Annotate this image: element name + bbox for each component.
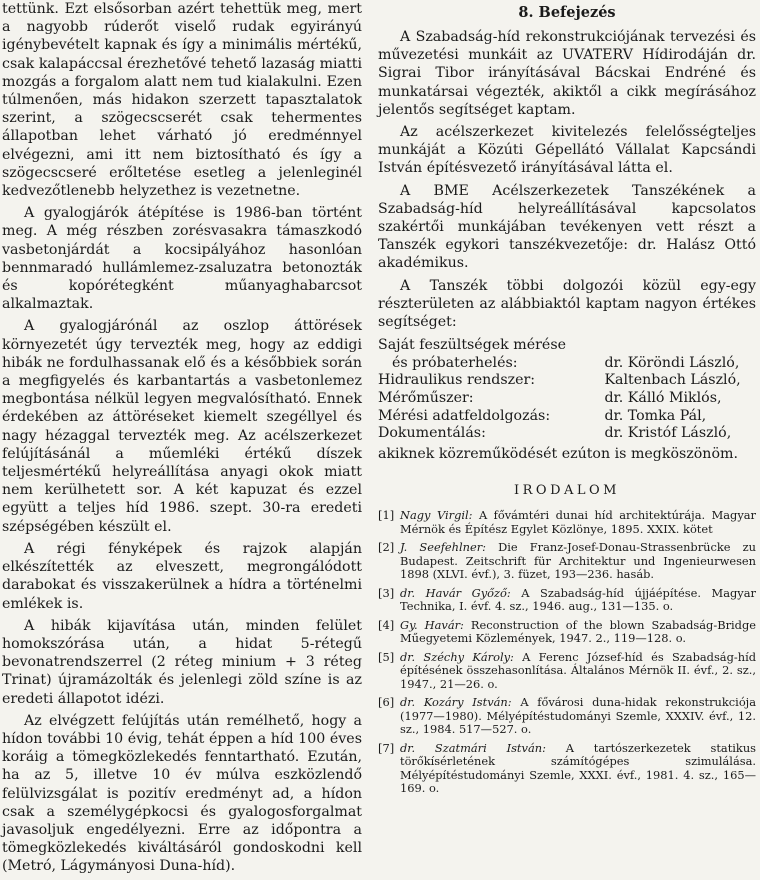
left-column	[2, 0, 362, 880]
reference-author: dr. Széchy Károly:	[400, 649, 514, 664]
right-column	[378, 0, 756, 801]
reference-text: Die Franz-Josef-Donau-Strassenbrücke zu Budapest. Zeitschrift für Architektur und Ingenieurwesen 1898 (XLVI. évf.), 3. füzet, 193—236. hasáb.	[400, 540, 756, 582]
ack-person: dr. Köröndi László,	[604, 354, 740, 371]
reference-author: Nagy Virgil:	[400, 508, 473, 523]
reference-number: [7]	[378, 740, 395, 755]
ack-row	[378, 337, 756, 355]
body-paragraph: A gyalogjárók átépítése is 1986-ban történt meg. A még részben zorésvasakra támaszkodó vasbetonjárdát a kocsipályához hasonlóan bennmaradó hullámlemez-zsaluzatra betonozták és kopórétegként műanyaghabarcsot alkalmaztak.	[2, 205, 362, 313]
reference-number: [6]	[378, 695, 395, 710]
body-paragraph: A hibák kijavítása után, minden felület homokszórása után, a hidat 5-rétegű bevonatrendszerrel (2 réteg minium + 3 réteg Trinat) újramázolták és jelenlegi zöld színe is az eredeti állapotot idézi.	[2, 617, 362, 707]
body-paragraph: A Tanszék többi dolgozói közül egy-egy részterületen az alábbiaktól kaptam nagyon értékes segítséget:	[378, 277, 756, 331]
body-paragraph: tettünk. Ezt elsősorban azért tehettük meg, mert a nagyobb rúderőt viselő rudak egyirányú igénybevételt kapnak és így a minimális mértékű, csak kalapáccsal érezhetővé tehető lazaság miatti mozgás a forgalom alatt nem tud kialakulni. Ezen túlmenően, más hidakon szerzett tapasztalatok szerint, a szögecscserét csak tehermentes állapotban lehet várható jó eredménnyel elvégezni, ami itt nem biztosítható és így a szögecscseré erőltetése esetleg a jelenleginél kedvezőtlenebb helyzethez is vezetnetne.	[2, 1, 362, 200]
section-heading: 8. Befejezés	[518, 4, 616, 21]
ack-person: Kaltenbach László,	[604, 372, 741, 389]
reference-item	[378, 541, 756, 582]
reference-item	[378, 587, 756, 614]
ack-task: Dokumentálás:	[378, 425, 486, 442]
reference-text: A tartószerkezetek statikus törőkísérletének számítógépes szimulálása. Mélyépítéstudományi Szemle, XXXI. évf., 1981. 4. sz., 165—169. o.	[400, 740, 756, 796]
ack-person: dr. Tomka Pál,	[604, 407, 707, 424]
reference-author: dr. Szatmári István:	[400, 740, 546, 755]
reference-item	[378, 651, 756, 692]
reference-number: [2]	[378, 540, 395, 555]
reference-number: [5]	[378, 649, 395, 664]
reference-list	[378, 509, 756, 796]
ack-person	[584, 337, 756, 355]
reference-item	[378, 696, 756, 737]
ack-task: és próbaterhelés:	[392, 354, 518, 371]
acknowledgement-table	[378, 337, 756, 443]
reference-author: dr. Kozáry István:	[400, 695, 512, 710]
body-paragraph: Az acélszerkezet kivitelezés felelősségteljes munkáját a Közúti Gépellátó Vállalat Kapcsándi István építésvezető irányításával látta el.	[378, 124, 756, 177]
reference-item	[378, 742, 756, 796]
ack-person: dr. Kristóf László,	[604, 425, 732, 442]
body-paragraph: A BME Acélszerkezetek Tanszékének a Szabadság-híd helyreállításával kapcsolatos szakértői munkájában tevékenyen vett részt a Tanszék egykori tanszékvezetője: dr. Halász Ottó akadémikus.	[378, 182, 756, 272]
body-paragraph: A gyalogjárónál az oszlop áttörések környezetét úgy tervezték meg, hogy az eddigi hibák ne fordulhassanak elő és a későbbiek során a megfigyelés és karbantartás a vasbetonlemez megbontása nélkül legyen megvalósítható. Ennek érdekében az áttöréseket kiemelt szegéllyel és nagy hézaggal tervezték meg. Az acélszerkezet felújításánál a műemléki értékű díszek teljesmértékű helyreállítása anyagi okok miatt nem kerülhetett sor. A két kapuzat és ezzel együtt a teljes híd 1986. szept. 30-ra eredeti szépségében készült el.	[2, 318, 362, 535]
reference-text: A fővámtéri dunai híd architektúrája. Magyar Mérnök és Építész Egylet Közlönye, 1895. XXIX. kötet	[400, 508, 756, 536]
ack-person: dr. Kálló Miklós,	[604, 390, 722, 407]
ack-task: Hidraulikus rendszer:	[378, 372, 536, 389]
reference-author: Gy. Havár:	[400, 617, 464, 632]
reference-author: J. Seefehlner:	[400, 540, 486, 555]
ack-row	[378, 355, 756, 373]
body-paragraph: A régi fényképek és rajzok alapján elkészítették az elveszett, megrongálódott darabokat és visszakerülnek a hídra a történelmi emlékek is.	[2, 540, 362, 612]
references-heading: IRODALOM	[514, 483, 620, 499]
reference-text: A fővárosi duna-hidak rekonstrukciója (1977—1980). Mélyépítéstudományi Szemle, XXXIV. évf., 12. sz., 1984. 517—527. o.	[400, 695, 757, 737]
ack-row	[378, 408, 756, 426]
reference-text: A Szabadság-híd újjáépítése. Magyar Technika, I. évf. 4. sz., 1946. aug., 131—135. o.	[400, 585, 756, 614]
body-paragraph: A Szabadság-híd rekonstrukciójának tervezési és művezetési munkáit az UVATERV Hídirodáján dr. Sigrai Tibor irányításával Bácskai Endréné és munkatársai végezték, akiktől a cikk megírásához jelentős segítséget kaptam.	[378, 29, 756, 118]
ack-row	[378, 390, 756, 408]
reference-number: [3]	[378, 585, 395, 600]
reference-author: dr. Havár Győző:	[400, 585, 511, 600]
reference-number: [4]	[378, 617, 395, 632]
body-paragraph: akiknek közreműködését ezúton is megköszönöm.	[378, 445, 738, 462]
ack-row	[378, 372, 756, 390]
reference-item	[378, 619, 756, 646]
body-paragraph: Az elvégzett felújítás után remélhető, hogy a hídon további 10 évig, tehát éppen a híd 100 éves koráig a tömegközlekedés fenntartható. Ezután, ha az 5, illetve 10 év múlva eszközlendő felülvizsgálat is pozitív eredményt ad, a hídon csak a személygépkocsi és gyalogosforgalmat javasoljuk engedélyezni. Erre az időpontra a tömegközlekedés kiváltásáról gondoskodni kell (Metró, Lágymányosi Duna-híd).	[2, 712, 362, 875]
reference-text: Reconstruction of the blown Szabadság-Bridge Műegyetemi Közlemények, 1947. 2., 119—128. o.	[400, 617, 756, 646]
reference-text: A Ferenc József-híd és Szabadság-híd építésének összehasonlítása. Általános Mérnök II. évf., 2. sz., 1947., 21—26. o.	[400, 649, 757, 691]
ack-row	[378, 425, 756, 443]
ack-task: Mérőműszer:	[378, 390, 474, 407]
reference-number: [1]	[378, 508, 395, 523]
ack-task: Saját feszültségek mérése	[378, 337, 566, 354]
reference-item	[378, 509, 756, 536]
ack-task: Mérési adatfeldolgozás:	[378, 407, 551, 424]
